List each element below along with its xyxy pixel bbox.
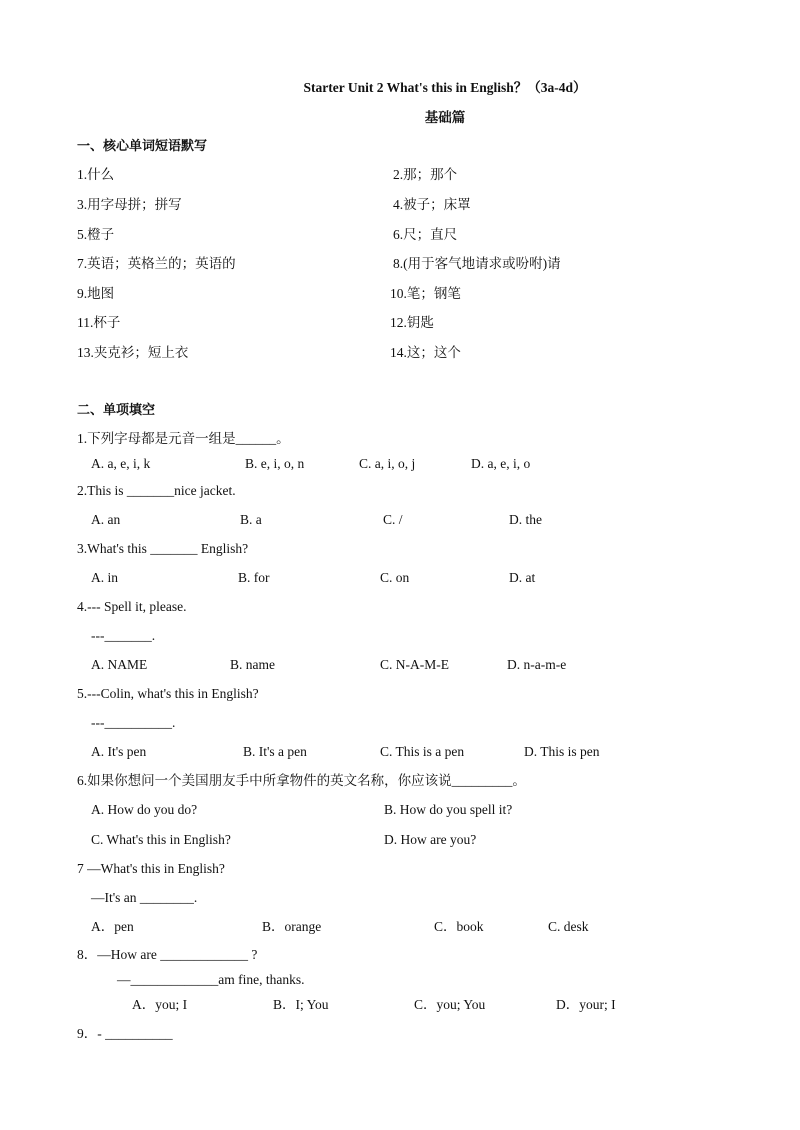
- option-c: C．book: [434, 919, 484, 934]
- option-d: D. at: [509, 570, 536, 585]
- vocab-item: 12.钥匙: [390, 315, 434, 330]
- vocab-item: 14.这；这个: [390, 345, 461, 360]
- option-a: A. an: [91, 512, 121, 527]
- vocab-item: 8.(用于客气地请求或吩咐)请: [393, 256, 561, 271]
- option-a: A. a, e, i, k: [91, 456, 151, 471]
- option-b: B．orange: [262, 919, 322, 934]
- option-d: D. a, e, i, o: [471, 456, 531, 471]
- option-a: A．pen: [91, 919, 134, 934]
- answer-line: ---_______.: [91, 628, 156, 643]
- page-subtitle: 基础篇: [424, 110, 466, 125]
- option-d: D. This is pen: [524, 744, 600, 759]
- question-stem: 1.下列字母都是元音一组是______。: [77, 431, 290, 446]
- vocab-item: 13.夹克衫；短上衣: [77, 345, 189, 360]
- option-d: D. the: [509, 512, 542, 527]
- option-b: B. It's a pen: [243, 744, 307, 759]
- option-a: A．you; I: [132, 997, 188, 1012]
- vocab-item: 10.笔；钢笔: [390, 286, 461, 301]
- question-stem: 7 —What's this in English?: [77, 861, 225, 876]
- option-b: B. a: [240, 512, 262, 527]
- option-a: A. It's pen: [91, 744, 147, 759]
- question-stem: 2.This is _______nice jacket.: [77, 483, 236, 498]
- option-d: C. desk: [548, 919, 589, 934]
- question-stem: 6.如果你想问一个美国朋友手中所拿物件的英文名称，你应该说_________。: [77, 773, 526, 788]
- option-d: D. n-a-m-e: [507, 657, 567, 672]
- option-b: B. e, i, o, n: [245, 456, 305, 471]
- question-stem: 3.What's this _______ English?: [77, 541, 249, 556]
- option-d: D. How are you?: [384, 832, 477, 847]
- vocab-item: 4.被子；床罩: [393, 197, 471, 212]
- option-d: D．your; I: [556, 997, 616, 1012]
- section-heading-multiple-choice: 二、单项填空: [77, 403, 156, 418]
- vocab-item: 6.尺；直尺: [393, 227, 458, 242]
- section-heading-vocabulary: 一、核心单词短语默写: [77, 139, 208, 154]
- option-c: C. This is a pen: [380, 744, 465, 759]
- vocab-item: 11.杯子: [77, 315, 121, 330]
- vocab-item: 3.用字母拼；拼写: [77, 197, 182, 212]
- option-c: C. a, i, o, j: [359, 456, 416, 471]
- question-stem: 9．- __________: [77, 1026, 173, 1041]
- vocab-item: 7.英语；英格兰的；英语的: [77, 256, 236, 271]
- option-b: B．I; You: [273, 997, 329, 1012]
- question-stem: 5.---Colin, what's this in English?: [77, 686, 259, 701]
- vocab-item: 5.橙子: [77, 227, 115, 242]
- option-a: A. NAME: [91, 657, 148, 672]
- option-c: C. What's this in English?: [91, 832, 231, 847]
- question-stem: 4.--- Spell it, please.: [77, 599, 187, 614]
- option-a: A. How do you do?: [91, 802, 198, 817]
- option-b: B. for: [238, 570, 270, 585]
- option-b: B. name: [230, 657, 275, 672]
- page-title: Starter Unit 2 What's this in English？（3a-4d）: [303, 80, 587, 95]
- option-c: C. on: [380, 570, 410, 585]
- vocab-item: 2.那；那个: [393, 167, 458, 182]
- vocab-item: 9.地图: [77, 286, 115, 301]
- question-stem: 8．—How are _____________ ?: [77, 947, 258, 962]
- option-a: A. in: [91, 570, 118, 585]
- vocab-item: 1.什么: [77, 167, 115, 182]
- answer-line: —It's an ________.: [91, 890, 198, 905]
- option-b: B. How do you spell it?: [384, 802, 513, 817]
- answer-line: ---__________.: [91, 715, 176, 730]
- answer-line: —_____________am fine, thanks.: [117, 972, 305, 987]
- option-c: C．you; You: [414, 997, 486, 1012]
- option-c: C. N-A-M-E: [380, 657, 449, 672]
- option-c: C. /: [383, 512, 403, 527]
